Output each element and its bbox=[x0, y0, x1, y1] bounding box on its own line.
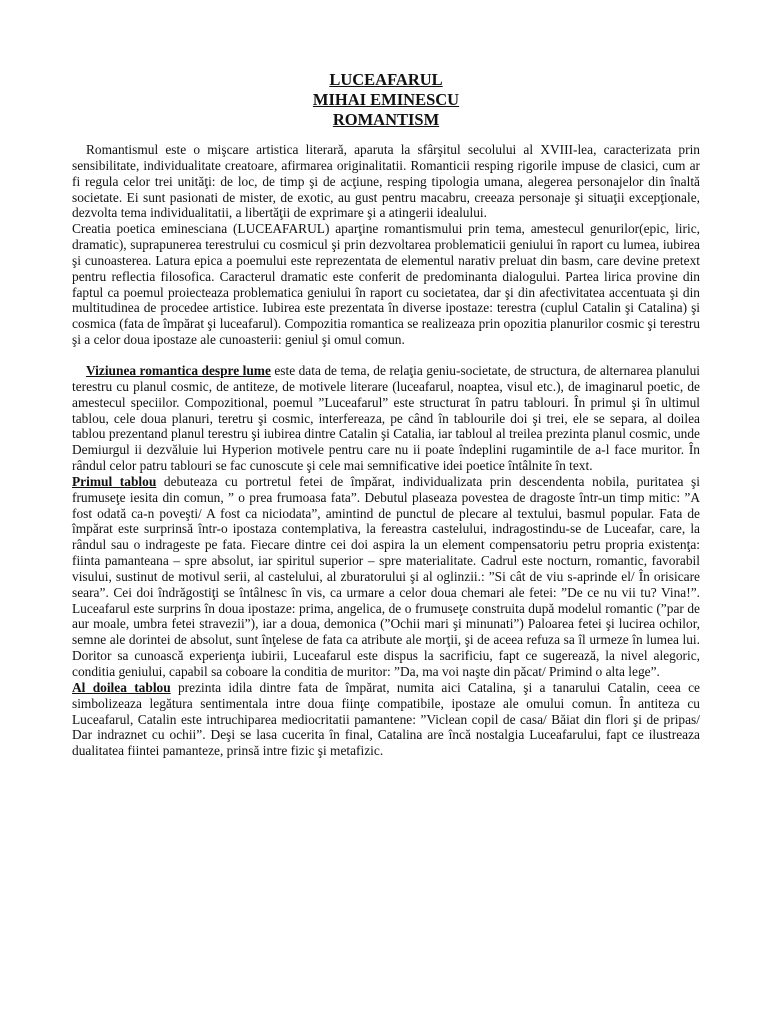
title-author: MIHAI EMINESCU bbox=[312, 90, 460, 109]
paragraph-viziunea bbox=[72, 363, 700, 474]
title-movement: ROMANTISM bbox=[332, 110, 440, 129]
title-block bbox=[72, 70, 700, 130]
text-al-doilea-tablou: prezinta idila dintre fata de împărat, numita aici Catalina, şi a tanarului Catalin, ceea ce simbolizeaza legătura sentimentala intre doua fiinţe compatibile, ipostaze ale omului comun. În antiteza cu Luceafarul, Catalin este intruchiparea mediocritatii pamantene: ”Viclean copil de casa/ Băiat din flori şi de pripas/ Dar indraznet cu ochii”. Deşi se lasa cucerita în final, Catalina are încă nostalgia Luceafarului, fapt ce ilustreaza dualitatea fiintei pamanteze, prinsă intre fizic şi metafizic. bbox=[72, 679, 700, 759]
paragraph-creatia-poetica: Creatia poetica eminesciana (LUCEAFARUL) aparţine romantismului prin tema, amestecul genurilor(epic, liric, dramatic), suprapunerea terestrului cu cosmicul şi prin dezvoltarea problematicii geniului în raport cu lumea, iubirea şi cunoasterea. Latura epica a poemului este reprezentata de elementul narativ preluat din basm, care devine pretext pentru reflectia filosofica. Caracterul dramatic este conferit de predominanta dialogului. Partea lirica provine din faptul ca poemul proiecteaza problematica geniului în raport cu societatea, dar şi din afectivitatea accentuata şi din multitudinea de procedee artistice. Iubirea este prezentata în diverse ipostaze: terestra (cuplul Catalin şi Catalina) şi cosmica (fata de împărat şi luceafarul). Compozitia romantica se realizeaza prin opozitia planurilor cosmic şi terestru şi a celor doua ipostaze ale cunoasterii: geniul şi omul comun. bbox=[72, 221, 700, 348]
title-luceafarul: LUCEAFARUL bbox=[329, 70, 443, 89]
text-viziunea: este data de tema, de relaţia geniu-societate, de structura, de alternarea planului terestru cu planul cosmic, de antiteze, de motivele literare (luceafarul, noaptea, visul etc.), de imaginarul poetic, de amestecul speciilor. Compozitional, poemul ”Luceafarul” este structurat în patru tablouri. În primul şi în ultimul tablou, cele doua planuri, teretru şi cosmic, interfereaza, pe când în tablourile doi şi trei, ele se separa, al doilea tablou prezentand planul terestru şi iubirea dintre Catalin şi Catalia, iar tabloul al treilea prezinta planul cosmic, unde Demiurgul ii dezvăluie lui Hyperion motivele pentru care nu ii poate îndeplini rugamintile de a-l face muritor. În rândul celor patru tablouri se fac cunoscute şi cele mai semnificative idei poetice întâlnite în text. bbox=[72, 362, 700, 474]
paragraph-al-doilea-tablou bbox=[72, 680, 700, 759]
paragraph-gap bbox=[72, 348, 700, 363]
paragraph-romantism-definition: Romantismul este o mişcare artistica literară, aparuta la sfârşitul secolului al XVIII-lea, caracterizata prin sensibilitate, individualitate creatoare, afirmarea originalitatii. Romanticii resping rigorile impuse de clasici, cum ar fi regula celor trei unităţi: de loc, de timp şi de acţiune, resping tipologia umana, alegerea personajelor din înaltă societate. Ei sunt pasionati de mister, de exotic, au gust pentru macabru, creeaza personaje şi situaţii excepţionale, dezvolta tema individualitatii, a libertăţii de exprimare şi a atingerii idealului. bbox=[72, 142, 700, 221]
heading-viziunea: Viziunea romantica despre lume bbox=[86, 362, 271, 378]
heading-al-doilea-tablou: Al doilea tablou bbox=[72, 679, 171, 695]
heading-primul-tablou: Primul tablou bbox=[72, 473, 157, 489]
paragraph-primul-tablou bbox=[72, 474, 700, 680]
text-primul-tablou: debuteaza cu portretul fetei de împărat, individualizata prin descendenta nobila, puritatea şi frumuseţe iesita din comun, ” o prea frumoasa fata”. Debutul plaseaza povestea de dragoste într-un timp mitic: ”A fost odată ca-n poveşti/ A fost ca niciodata”, amintind de punctul de plecare al textului, basmul popular. Fata de împărat este surprinsă într-o ipostaza contemplativa, la fereastra castelului, indragostindu-se de Luceafar, care, la rândul sau o indrageste pe fata. Fiecare dintre cei doi aspira la un element compensatoriu petru propria existenţa: fiinta pamanteana – spre absolut, iar spiritul superior – spre materialitate. Cadrul este nocturn, romantic, favorabil visului, sustinut de motivul serii, al castelului, al zburatorului şi al oglinzii.: ”Si cât de viu s-aprinde el/ În orisicare seara”. Cei doi îndrăgostiţi se întâlnesc în vis, ca urmare a celor doua chemari ale fetei: ”De ce nu vii tu? Vina!”. Luceafarul este surprins în doua ipostaze: prima, angelica, de o frumuseţe construita după modelul romantic (”par de aur moale, umbra fetei stravezii”), iar a doua, demonica (”Ochii mari şi minunati”) Paloarea fetei şi lucirea ochilor, semne ale dorintei de absolut, sunt înţelese de fata ca atribute ale morţii, şi de aceea refuza sa îl urmeze în lumea lui. Doritor sa cunoască experienţa iubirii, Luceafarul este dispus la sacrificiu, fapt ce sugerează, la nivel alegoric, conditia geniului, capabil sa coboare la conditia de muritor: ”Da, ma voi naşte din păcat/ Primind o alta lege”. bbox=[72, 473, 700, 679]
